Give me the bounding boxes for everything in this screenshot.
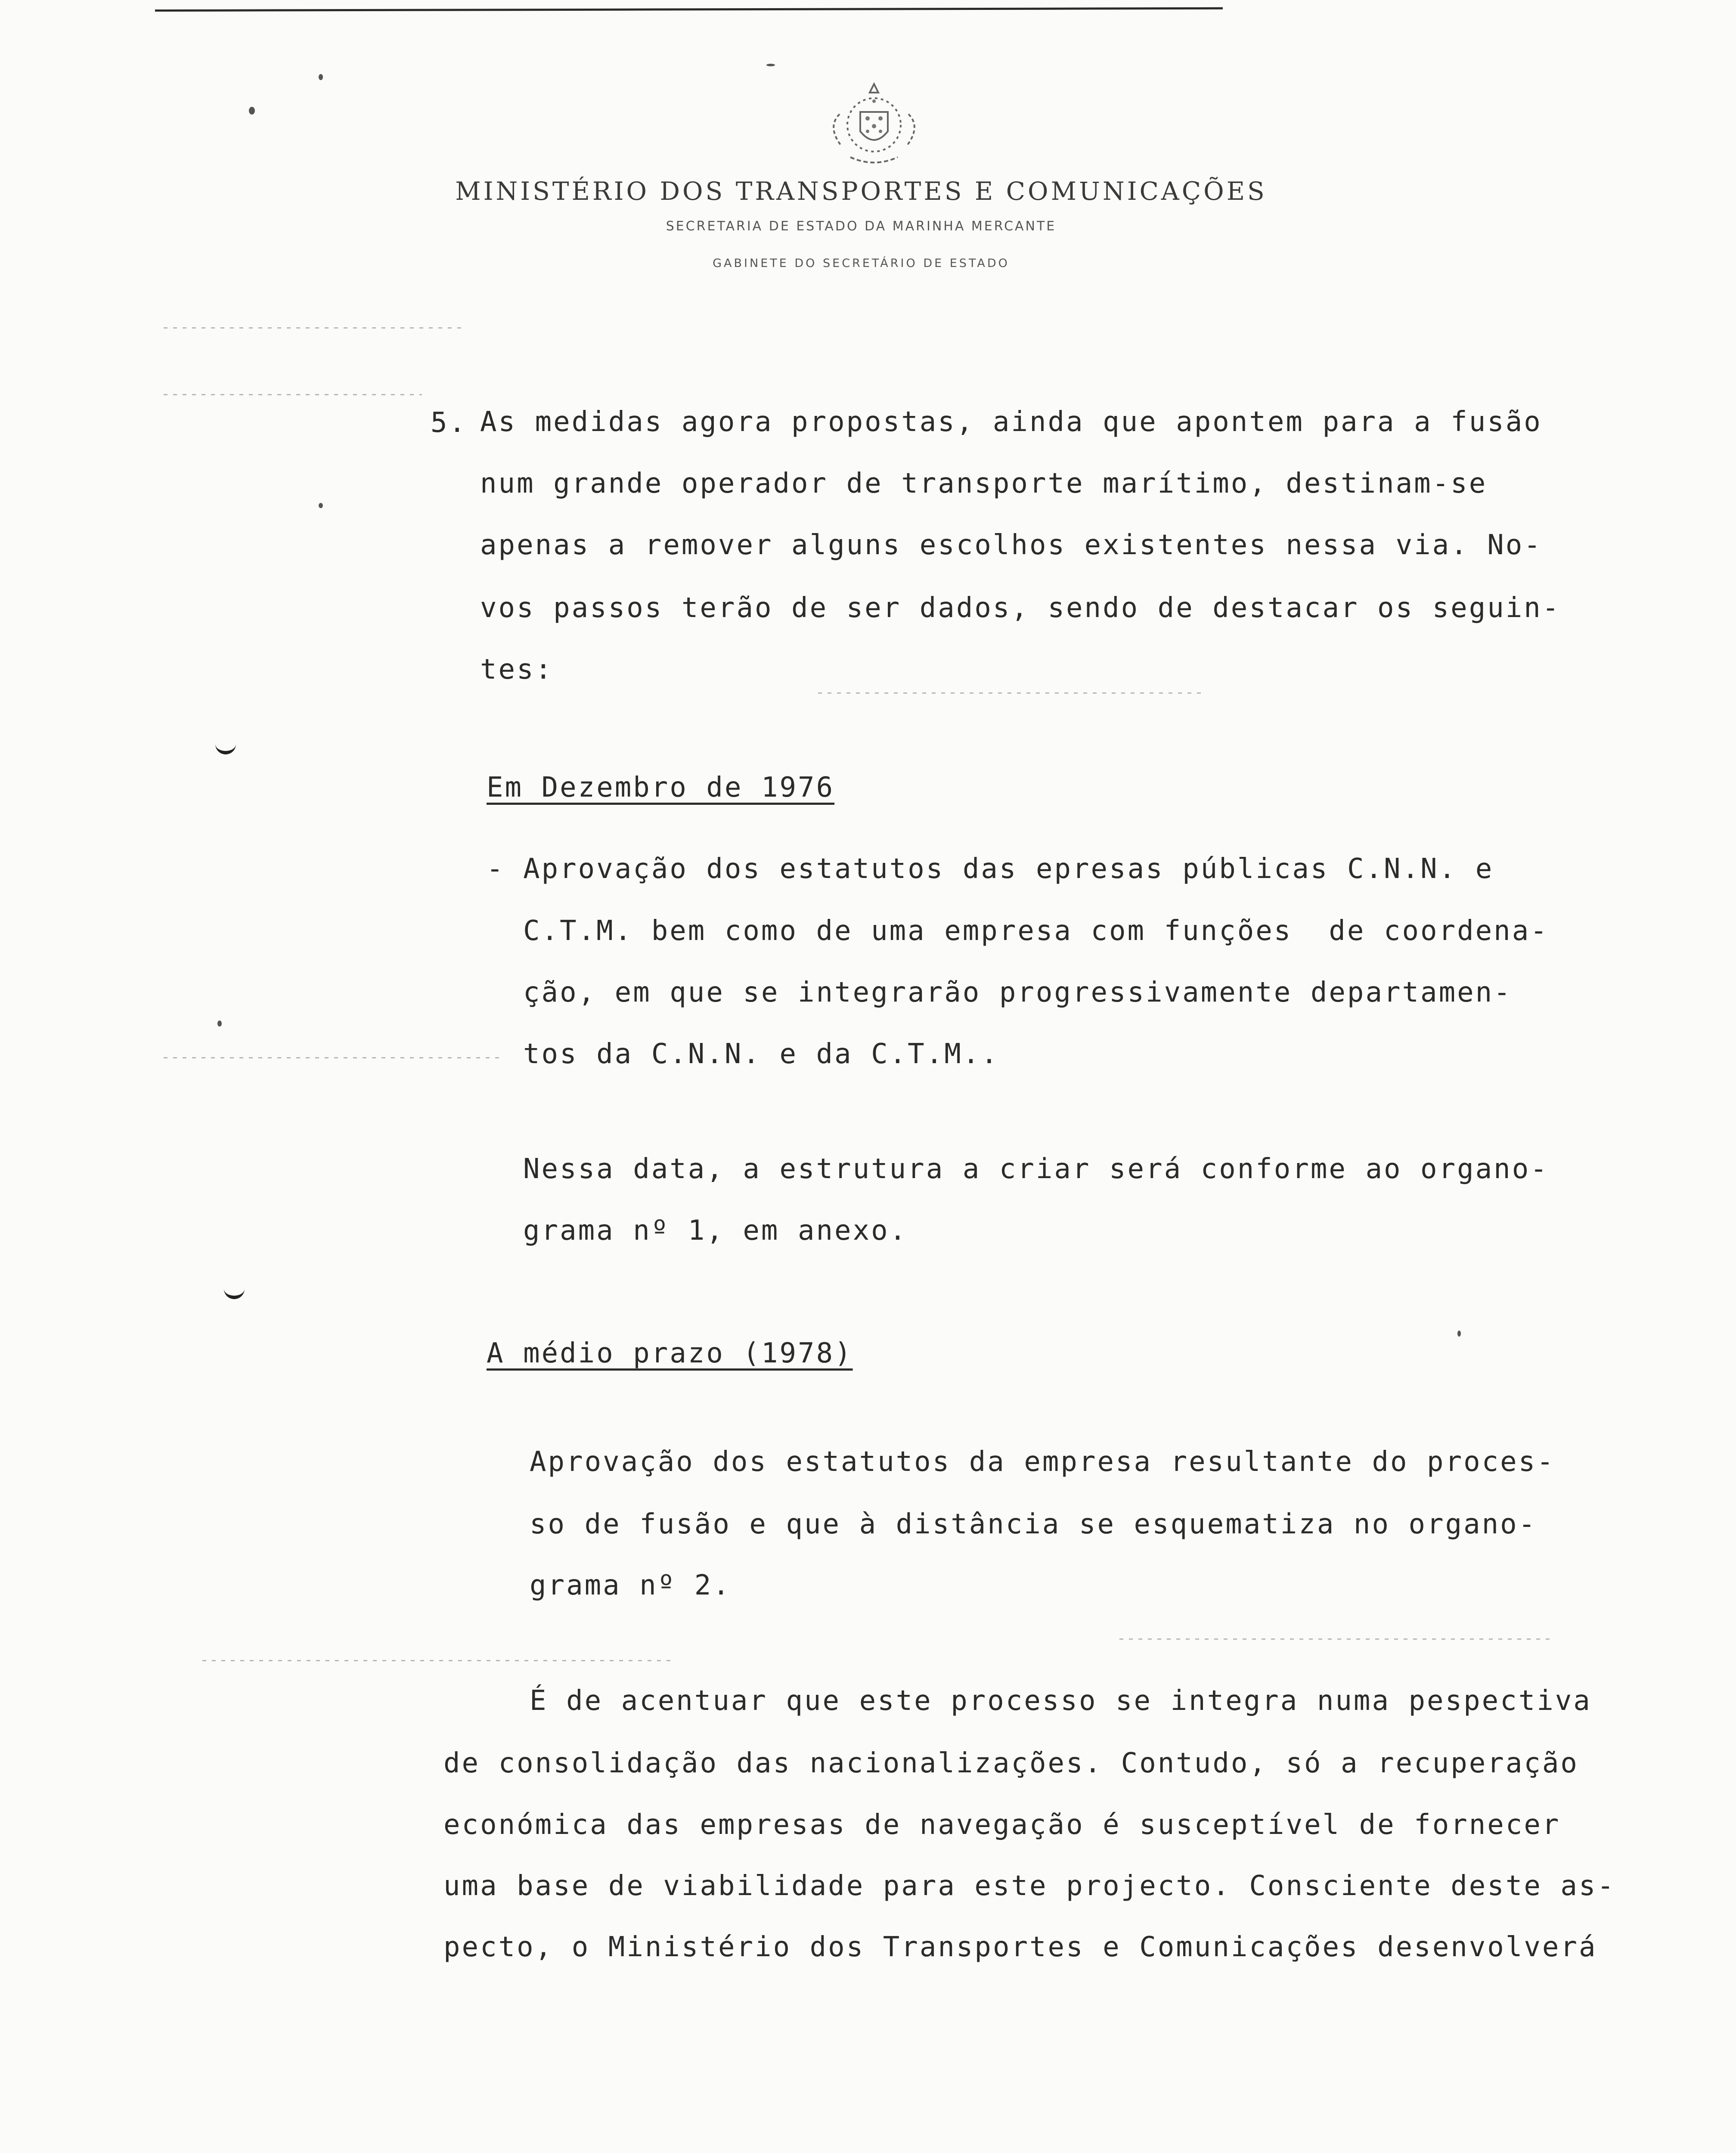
scan-noise-line <box>164 394 422 395</box>
margin-check-mark <box>215 741 236 754</box>
scan-speck <box>319 74 323 80</box>
paragraph-number: 5. <box>431 407 468 439</box>
scan-noise-line <box>1119 1638 1550 1640</box>
closing-line: É de acentuar que este processo se integra numa pespectiva <box>530 1685 1592 1717</box>
paragraph-line: apenas a remover alguns escolhos existentes nessa via. No- <box>480 529 1542 561</box>
scan-noise-line <box>164 327 465 329</box>
paragraph-line: num grande operador de transporte marítimo, destinam-se <box>480 468 1488 499</box>
letterhead-ministry: MINISTÉRIO DOS TRANSPORTES E COMUNICAÇÕES <box>455 177 1267 206</box>
closing-line: económica das empresas de navegação é susceptível de fornecer <box>443 1809 1561 1841</box>
closing-line: uma base de viabilidade para este projecto. Consciente deste as- <box>443 1870 1615 1902</box>
section-line: grama nº 2. <box>530 1570 731 1601</box>
section-heading-medio-prazo: A médio prazo (1978) <box>487 1337 853 1369</box>
scan-noise-line <box>164 1057 499 1058</box>
scan-speck <box>319 503 323 508</box>
coat-of-arms-emblem <box>809 75 939 174</box>
scan-noise-line <box>202 1660 676 1661</box>
section-line: Aprovação dos estatutos da empresa resultante do proces- <box>530 1446 1555 1478</box>
section-heading-december-1976: Em Dezembro de 1976 <box>487 772 835 803</box>
section-line: so de fusão e que à distância se esquematiza no organo- <box>530 1508 1537 1540</box>
bullet-line: C.T.M. bem como de uma empresa com funções de coordena- <box>523 915 1549 947</box>
top-border-line <box>155 7 1223 12</box>
scan-speck <box>249 107 255 115</box>
paragraph-line: tes: <box>480 654 554 686</box>
letterhead-gabinete: GABINETE DO SECRETÁRIO DE ESTADO <box>713 257 1010 270</box>
bullet-line: tos da C.N.N. e da C.T.M.. <box>523 1038 999 1070</box>
scan-speck <box>1457 1331 1461 1337</box>
note-line: Nessa data, a estrutura a criar será conforme ao organo- <box>523 1153 1549 1185</box>
scan-speck <box>217 1021 222 1027</box>
letterhead-secretaria: SECRETARIA DE ESTADO DA MARINHA MERCANTE <box>666 219 1057 234</box>
closing-line: pecto, o Ministério dos Transportes e Comunicações desenvolverá <box>443 1931 1597 1963</box>
bullet-line: - Aprovação dos estatutos das epresas públicas C.N.N. e <box>487 853 1494 885</box>
closing-line: de consolidação das nacionalizações. Contudo, só a recuperação <box>443 1747 1579 1779</box>
scan-speck <box>766 64 775 66</box>
paragraph-line: vos passos terão de ser dados, sendo de destacar os seguin- <box>480 592 1561 624</box>
paragraph-line: As medidas agora propostas, ainda que apontem para a fusão <box>480 406 1542 438</box>
bullet-line: ção, em que se integrarão progressivamente departamen- <box>523 977 1512 1008</box>
scan-noise-line <box>818 692 1206 694</box>
note-line: grama nº 1, em anexo. <box>523 1215 908 1247</box>
margin-check-mark <box>224 1285 245 1299</box>
